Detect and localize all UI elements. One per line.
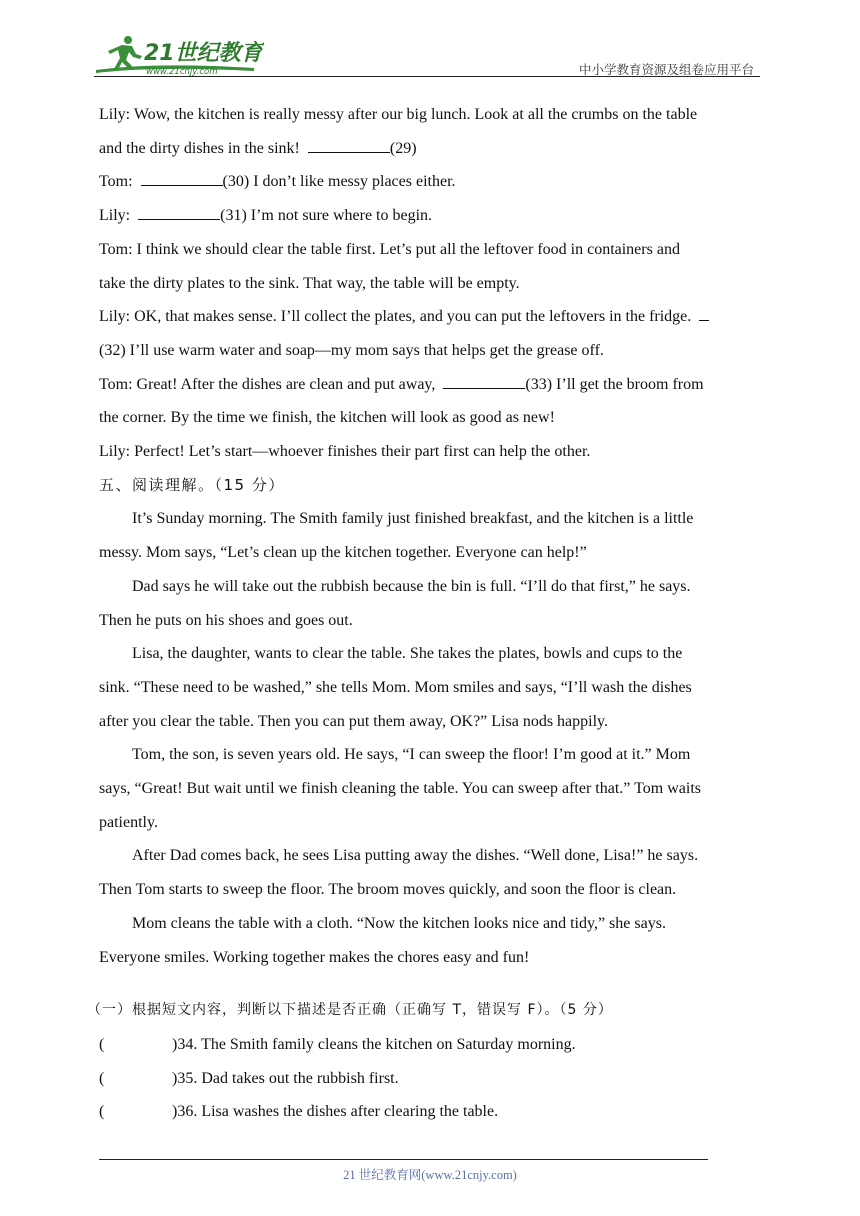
question-text: )34. The Smith family cleans the kitchen on Saturday morning. bbox=[172, 1035, 576, 1053]
question-text: )36. Lisa washes the dishes after clearing the table. bbox=[172, 1103, 499, 1121]
dialogue-line: Tom: (30) I don’t like messy places either. bbox=[99, 173, 456, 191]
passage-line: Lisa, the daughter, wants to clear the table. She takes the plates, bowls and cups to the bbox=[132, 645, 683, 663]
answer-paren[interactable]: ( bbox=[99, 1035, 105, 1053]
passage-line: messy. Mom says, “Let’s clean up the kitchen together. Everyone can help!” bbox=[99, 544, 587, 562]
question-item bbox=[99, 1062, 764, 1096]
passage-line: Everyone smiles. Working together makes the chores easy and fun! bbox=[99, 948, 530, 966]
question-item bbox=[99, 1028, 764, 1062]
answer-blank-33[interactable] bbox=[443, 374, 525, 389]
dialogue-line: Lily: Perfect! Let’s start—whoever finishes their part first can help the other. bbox=[99, 443, 591, 461]
page-footer: 21 世纪教育网(www.21cnjy.com) bbox=[343, 1168, 517, 1182]
answer-paren[interactable]: ( bbox=[99, 1103, 105, 1121]
dialogue-line: and the dirty dishes in the sink! (29) bbox=[99, 139, 417, 157]
question-text: )35. Dad takes out the rubbish first. bbox=[172, 1069, 399, 1087]
passage-line: says, “Great! But wait until we finish cleaning the table. You can sweep after that.” Tom waits bbox=[99, 780, 701, 798]
dialogue-line: take the dirty plates to the sink. That way, the table will be empty. bbox=[99, 274, 520, 292]
passage-line: It’s Sunday morning. The Smith family just finished breakfast, and the kitchen is a little bbox=[132, 510, 694, 528]
dialogue-line: the corner. By the time we finish, the kitchen will look as good as new! bbox=[99, 409, 555, 427]
answer-blank-32[interactable] bbox=[699, 306, 709, 321]
passage-line: Mom cleans the table with a cloth. “Now the kitchen looks nice and tidy,” she says. bbox=[132, 914, 666, 932]
platform-name: 中小学教育资源及组卷应用平台 bbox=[578, 62, 754, 77]
dialogue-line: Lily: (31) I’m not sure where to begin. bbox=[99, 207, 433, 225]
passage-line: sink. “These need to be washed,” she tells Mom. Mom smiles and says, “I’ll wash the dishes bbox=[99, 678, 692, 696]
footer-divider bbox=[99, 1159, 708, 1160]
svg-text:21世纪教育: 21世纪教育 bbox=[144, 41, 263, 66]
header-divider bbox=[94, 76, 760, 77]
dialogue-line: (32) I’ll use warm water and soap—my mom says that helps get the grease off. bbox=[99, 341, 604, 359]
page-content bbox=[87, 98, 764, 1129]
answer-blank-30[interactable] bbox=[141, 171, 223, 186]
dialogue-line: Lily: OK, that makes sense. I’ll collect the plates, and you can put the leftovers in the fridge. bbox=[99, 300, 764, 334]
svg-text:www.21cnjy.com: www.21cnjy.com bbox=[146, 67, 218, 76]
passage-line: Then he puts on his shoes and goes out. bbox=[99, 611, 353, 629]
answer-paren[interactable]: ( bbox=[99, 1069, 105, 1087]
dialogue-line: Tom: I think we should clear the table first. Let’s put all the leftover food in containers and bbox=[99, 240, 680, 258]
question-item bbox=[99, 1095, 764, 1129]
passage-line: after you clear the table. Then you can put them away, OK?” Lisa nods happily. bbox=[99, 712, 609, 730]
section-title: 五、阅读理解。（15 分） bbox=[99, 475, 285, 494]
dialogue-line: Lily: Wow, the kitchen is really messy after our big lunch. Look at all the crumbs on the table bbox=[99, 106, 698, 123]
answer-blank-29[interactable] bbox=[308, 138, 390, 153]
part1-title: （一）根据短文内容，判断以下描述是否正确（正确写 T，错误写 F）。（5 分） bbox=[87, 1002, 613, 1019]
passage-line: patiently. bbox=[99, 813, 158, 831]
site-logo bbox=[94, 32, 264, 76]
page-header bbox=[94, 30, 760, 80]
spacer bbox=[99, 974, 764, 994]
dialogue-line: Tom: Great! After the dishes are clean and put away, (33) I’ll get the broom from bbox=[99, 375, 704, 393]
passage-line: Dad says he will take out the rubbish because the bin is full. “I’ll do that first,” he says. bbox=[132, 577, 691, 595]
passage-line: Tom, the son, is seven years old. He says, “I can sweep the floor! I’m good at it.” Mom bbox=[132, 746, 691, 764]
passage-line: After Dad comes back, he sees Lisa putting away the dishes. “Well done, Lisa!” he says. bbox=[132, 847, 699, 865]
answer-blank-31[interactable] bbox=[138, 205, 220, 220]
passage-line: Then Tom starts to sweep the floor. The broom moves quickly, and soon the floor is clean. bbox=[99, 881, 677, 899]
